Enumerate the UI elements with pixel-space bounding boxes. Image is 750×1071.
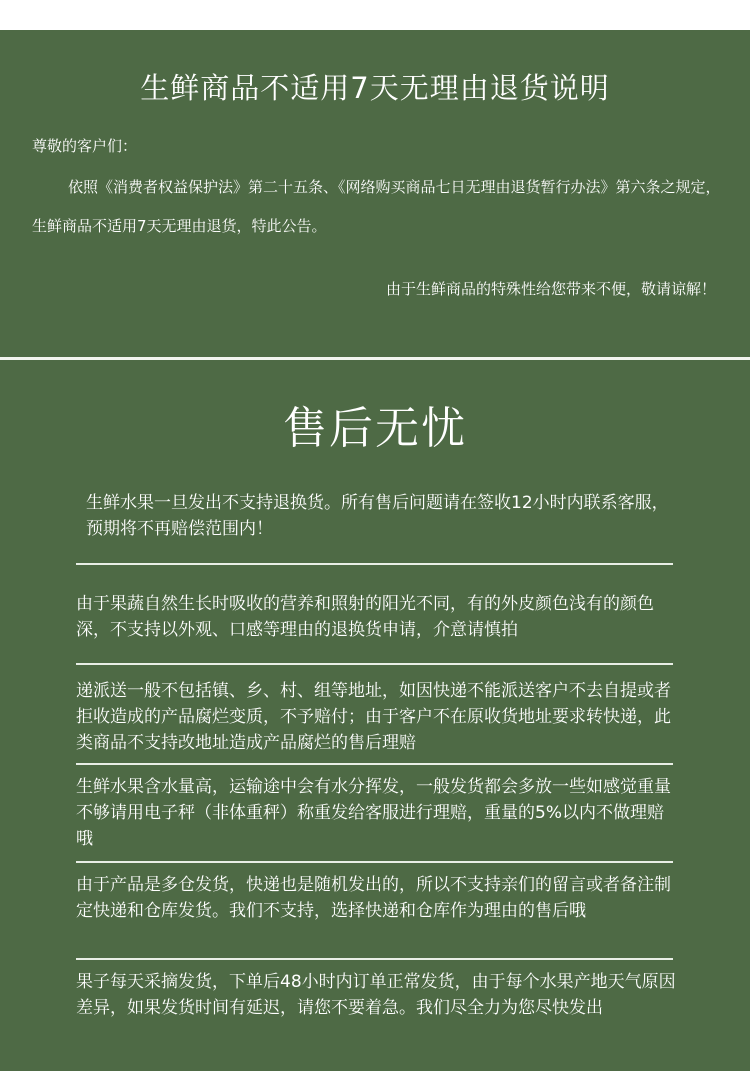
notice-title: 生鲜商品不适用7天无理由退货说明 bbox=[140, 71, 610, 105]
after-sales-item-delivery: 递派送一般不包括镇、乡、村、组等地址，如因快递不能派送客户不去自提或者拒收造成的产品腐烂变质，不予赔付；由于客户不在原收货地址要求转快递，此类商品不支持改地址造成产品腐烂的售后理赔 bbox=[76, 681, 671, 753]
notice-apology: 由于生鲜商品的特殊性给您带来不便，敬请谅解！ bbox=[385, 280, 716, 298]
after-sales-item-warehouse: 由于产品是多仓发货，快递也是随机发出的，所以不支持亲们的留言或者备注制定快递和仓库发货。我们不支持，选择快递和仓库作为理由的售后哦 bbox=[76, 875, 671, 921]
item-divider bbox=[76, 563, 673, 565]
notice-greeting: 尊敬的客户们： bbox=[32, 137, 138, 155]
top-whitespace bbox=[0, 0, 750, 30]
item-divider bbox=[76, 663, 673, 665]
item-divider bbox=[76, 958, 673, 960]
after-sales-item-shipping: 果子每天采摘发货，下单后48小时内订单正常发货，由于每个水果产地天气原因差异，如果发货时间有延迟，请您不要着急。我们尽全力为您尽快发出 bbox=[76, 972, 676, 1018]
item-divider bbox=[76, 861, 673, 863]
after-sales-title: 售后无忧 bbox=[283, 403, 467, 454]
after-sales-item-weight: 生鲜水果含水量高，运输途中会有水分挥发，一般发货都会多放一些如感觉重量不够请用电子秤（非体重秤）称重发给客服进行理赔，重量的5%以内不做理赔哦 bbox=[76, 777, 671, 849]
after-sales-intro: 生鲜水果一旦发出不支持退换货。所有售后问题请在签收12小时内联系客服，预期将不再赔偿范围内！ bbox=[86, 493, 669, 539]
notice-paragraph: 依照《消费者权益保护法》第二十五条、《网络购买商品七日无理由退货暂行办法》第六条之规定，生鲜商品不适用7天无理由退货，特此公告。 bbox=[32, 178, 721, 235]
item-divider bbox=[76, 763, 673, 765]
after-sales-item-appearance: 由于果蔬自然生长时吸收的营养和照射的阳光不同，有的外皮颜色浅有的颜色深，不支持以外观、口感等理由的退换货申请，介意请慎拍 bbox=[76, 594, 654, 640]
